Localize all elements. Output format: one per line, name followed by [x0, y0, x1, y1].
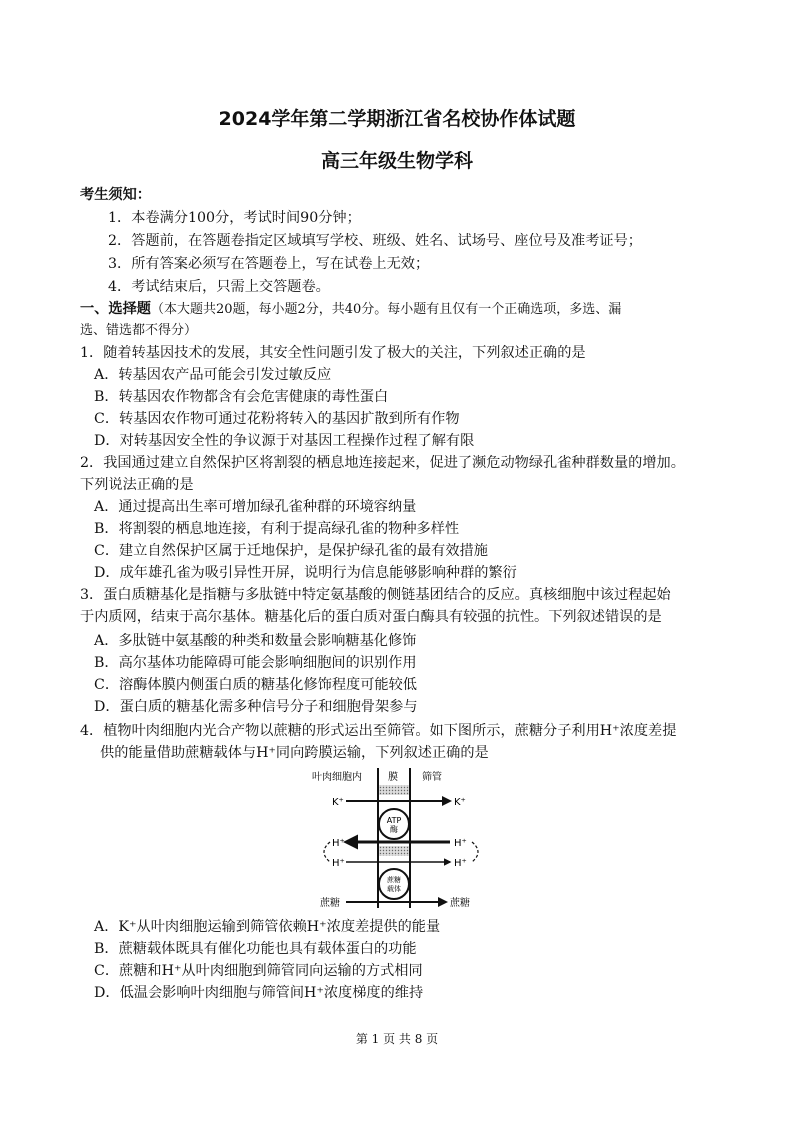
question-stem-cont: 于内质网，结束于高尔基体。糖基化后的蛋白质对蛋白酶具有较强的抗性。下列叙述错误的是 — [80, 609, 662, 625]
question-stem-cont: 下列说法正确的是 — [80, 477, 194, 493]
section-note: （本大题共20题，每小题2分，共40分。每小题有且仅有一个正确选项，多选、漏 — [150, 302, 622, 317]
exam-subtitle: 高三年级生物学科 — [320, 150, 473, 172]
section-heading: 一、选择题 — [80, 301, 151, 317]
carrier-label: 蔗糖 — [387, 876, 401, 884]
h-ion-left: H⁺ — [332, 858, 345, 869]
sucrose-left: 蔗糖 — [320, 898, 340, 909]
notice-item: 2．答题前，在答题卷指定区域填写学校、班级、姓名、试场号、座位号及准考证号； — [108, 233, 642, 249]
question-stem: 2．我国通过建立自然保护区将割裂的栖息地连接起来，促进了濒危动物绿孔雀种群数量的增加。 — [80, 455, 685, 471]
option-b: B．蔗糖载体既具有催化功能也具有载体蛋白的功能 — [94, 941, 417, 957]
notice-item: 3．所有答案必须写在答题卷上，写在试卷上无效； — [108, 256, 430, 272]
question-stem: 3．蛋白质糖基化是指糖与多肽链中特定氨基酸的侧链基团结合的反应。真核细胞中该过程起始 — [80, 587, 671, 603]
option-a: A．多肽链中氨基酸的种类和数量会影响糖基化修饰 — [94, 633, 417, 649]
option-a: A．通过提高出生率可增加绿孔雀种群的环境容纳量 — [94, 499, 417, 515]
membrane-label: 膜 — [388, 772, 398, 783]
h-ion-right: H⁺ — [454, 838, 467, 849]
h-cycle-left — [324, 842, 330, 862]
carrier-label: 载体 — [387, 885, 401, 893]
notice-heading: 考生须知： — [80, 187, 151, 203]
question-stem: 4．植物叶肉细胞内光合产物以蔗糖的形式运出至筛管。如下图所示，蔗糖分子利用H⁺浓度差提 — [80, 723, 677, 739]
option-c: C．转基因农作物可通过花粉将转入的基因扩散到所有作物 — [94, 411, 460, 427]
k-ion-right: K⁺ — [454, 797, 466, 808]
page-footer: 第 1 页 共 8 页 — [355, 1032, 439, 1046]
option-d: D．低温会影响叶肉细胞与筛管间H⁺浓度梯度的维持 — [94, 985, 424, 1001]
exam-title: 2024学年第二学期浙江省名校协作体试题 — [218, 108, 576, 130]
question-stem: 1．随着转基因技术的发展，其安全性问题引发了极大的关注，下列叙述正确的是 — [80, 345, 586, 361]
option-a: A．转基因农产品可能会引发过敏反应 — [94, 367, 332, 383]
section-heading-line — [80, 300, 621, 319]
option-b: B．高尔基体功能障碍可能会影响细胞间的识别作用 — [94, 655, 417, 671]
sucrose-carrier — [379, 869, 409, 899]
option-d: D．成年雄孔雀为吸引异性开屏，说明行为信息能够影响种群的繁衍 — [94, 565, 517, 581]
notice-item: 4．考试结束后，只需上交答题卷。 — [108, 279, 330, 295]
question-stem-cont: 供的能量借助蔗糖载体与H⁺同向跨膜运输，下列叙述正确的是 — [100, 745, 489, 761]
sucrose-right: 蔗糖 — [450, 898, 470, 909]
cytoplasm-label: 叶肉细胞内 — [312, 772, 362, 783]
option-c: C．蔗糖和H⁺从叶肉细胞到筛管同向运输的方式相同 — [94, 963, 423, 979]
lipid-bilayer — [379, 846, 409, 856]
option-b: B．将割裂的栖息地连接，有利于提高绿孔雀的物种多样性 — [94, 521, 460, 537]
h-ion-left: H⁺ — [332, 838, 345, 849]
option-b: B．转基因农作物都含有会危害健康的毒性蛋白 — [94, 389, 389, 405]
enzyme-label: 酶 — [390, 825, 398, 834]
atp-label: ATP — [386, 816, 402, 825]
k-ion-left: K⁺ — [332, 797, 344, 808]
option-d: D．对转基因安全性的争议源于对基因工程操作过程了解有限 — [94, 433, 475, 449]
notice-item: 1．本卷满分100分，考试时间90分钟； — [108, 210, 361, 226]
membrane-transport-diagram — [310, 768, 490, 910]
lipid-bilayer — [379, 785, 409, 795]
option-c: C．建立自然保护区属于迁地保护，是保护绿孔雀的最有效措施 — [94, 543, 488, 559]
option-a: A．K⁺从叶肉细胞运输到筛管依赖H⁺浓度差提供的能量 — [94, 919, 441, 935]
h-cycle-right — [472, 842, 478, 862]
option-c: C．溶酶体膜内侧蛋白质的糖基化修饰程度可能较低 — [94, 677, 417, 693]
section-note-cont: 选、错选都不得分） — [80, 323, 198, 338]
option-d: D．蛋白质的糖基化需多种信号分子和细胞骨架参与 — [94, 699, 418, 715]
h-ion-right: H⁺ — [454, 858, 467, 869]
sieve-tube-label: 筛管 — [422, 772, 442, 783]
